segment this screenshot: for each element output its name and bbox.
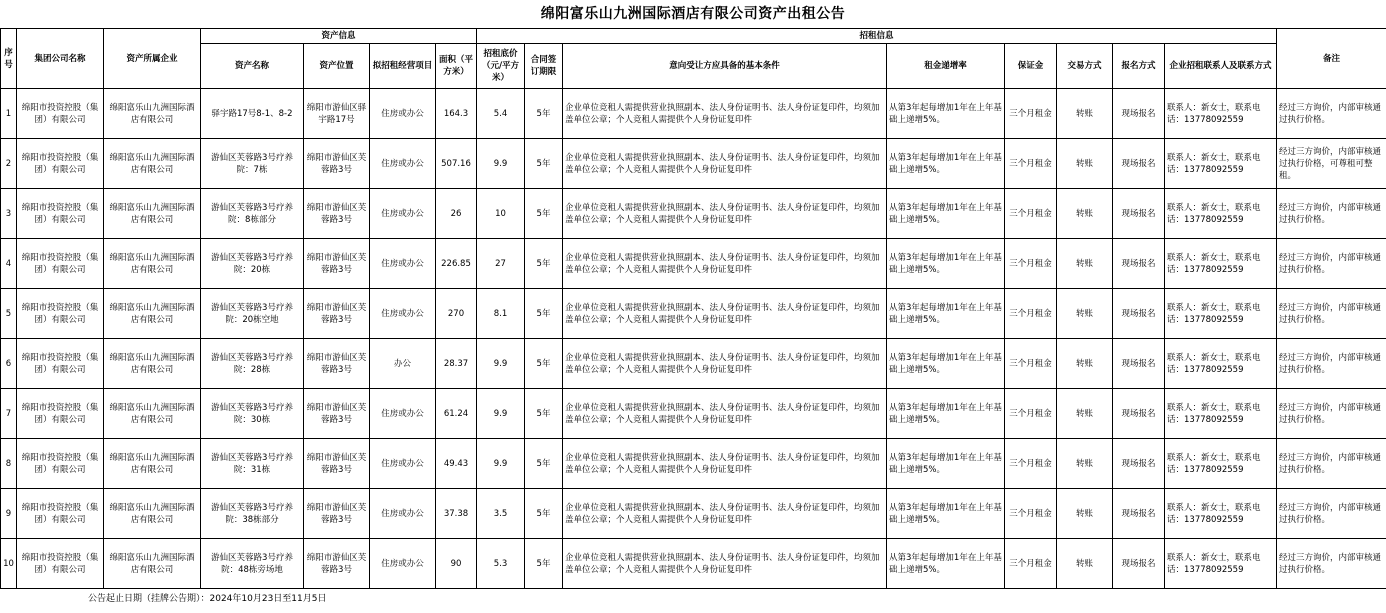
cell-group: 绵阳市投资控股（集团）有限公司 xyxy=(17,389,104,439)
cell-asset-name: 游仙区芙蓉路3号疗养院：31栋 xyxy=(201,439,304,489)
header-price: 招租底价（元/平方米） xyxy=(477,44,525,89)
cell-conditions: 企业单位竞租人需提供营业执照副本、法人身份证明书、法人身份证复印件，均须加盖单位公章；个人竞租人需提供个人身份证复印件 xyxy=(563,139,887,189)
cell-trade: 转账 xyxy=(1057,189,1113,239)
header-asset-info: 资产信息 xyxy=(201,29,477,44)
cell-asset-name: 游仙区芙蓉路3号疗养院：20栋 xyxy=(201,239,304,289)
cell-area: 507.16 xyxy=(436,139,477,189)
cell-purpose: 住房或办公 xyxy=(370,389,436,439)
cell-seq: 8 xyxy=(1,439,17,489)
cell-group: 绵阳市投资控股（集团）有限公司 xyxy=(17,189,104,239)
cell-price: 9.9 xyxy=(477,389,525,439)
cell-remark: 经过三方询价，内部审核通过执行价格。 xyxy=(1277,239,1386,289)
cell-group: 绵阳市投资控股（集团）有限公司 xyxy=(17,289,104,339)
header-asset-name: 资产名称 xyxy=(201,44,304,89)
cell-signup: 现场报名 xyxy=(1113,489,1165,539)
header-enterprise: 资产所属企业 xyxy=(104,29,201,89)
cell-group: 绵阳市投资控股（集团）有限公司 xyxy=(17,139,104,189)
cell-term: 5年 xyxy=(525,539,563,589)
cell-purpose: 住房或办公 xyxy=(370,139,436,189)
cell-term: 5年 xyxy=(525,189,563,239)
cell-increase: 从第3年起每增加1年在上年基础上递增5%。 xyxy=(887,89,1005,139)
cell-area: 164.3 xyxy=(436,89,477,139)
cell-trade: 转账 xyxy=(1057,339,1113,389)
cell-increase: 从第3年起每增加1年在上年基础上递增5%。 xyxy=(887,539,1005,589)
cell-group: 绵阳市投资控股（集团）有限公司 xyxy=(17,239,104,289)
cell-asset-location: 绵阳市游仙区芙蓉路3号 xyxy=(304,289,370,339)
cell-increase: 从第3年起每增加1年在上年基础上递增5%。 xyxy=(887,439,1005,489)
cell-price: 5.3 xyxy=(477,539,525,589)
table-row xyxy=(1,89,1386,139)
cell-term: 5年 xyxy=(525,489,563,539)
header-group: 集团公司名称 xyxy=(17,29,104,89)
cell-asset-location: 绵阳市游仙区芙蓉路3号 xyxy=(304,339,370,389)
cell-asset-name: 游仙区芙蓉路3号疗养院：28栋 xyxy=(201,339,304,389)
cell-asset-name: 游仙区芙蓉路3号疗养院：48栋旁场地 xyxy=(201,539,304,589)
cell-enterprise: 绵阳富乐山九洲国际酒店有限公司 xyxy=(104,539,201,589)
cell-conditions: 企业单位竞租人需提供营业执照副本、法人身份证明书、法人身份证复印件，均须加盖单位公章；个人竞租人需提供个人身份证复印件 xyxy=(563,289,887,339)
cell-asset-name: 游仙区芙蓉路3号疗养院：38栋部分 xyxy=(201,489,304,539)
cell-deposit: 三个月租金 xyxy=(1005,189,1057,239)
cell-increase: 从第3年起每增加1年在上年基础上递增5%。 xyxy=(887,239,1005,289)
cell-seq: 10 xyxy=(1,539,17,589)
cell-trade: 转账 xyxy=(1057,139,1113,189)
cell-seq: 7 xyxy=(1,389,17,439)
cell-term: 5年 xyxy=(525,439,563,489)
cell-contact: 联系人：新女士，联系电话：13778092559 xyxy=(1165,239,1277,289)
cell-contact: 联系人：新女士，联系电话：13778092559 xyxy=(1165,539,1277,589)
cell-seq: 6 xyxy=(1,339,17,389)
cell-signup: 现场报名 xyxy=(1113,89,1165,139)
cell-increase: 从第3年起每增加1年在上年基础上递增5%。 xyxy=(887,389,1005,439)
cell-purpose: 住房或办公 xyxy=(370,89,436,139)
cell-conditions: 企业单位竞租人需提供营业执照副本、法人身份证明书、法人身份证复印件，均须加盖单位公章；个人竞租人需提供个人身份证复印件 xyxy=(563,439,887,489)
cell-contact: 联系人：新女士，联系电话：13778092559 xyxy=(1165,439,1277,489)
cell-purpose: 住房或办公 xyxy=(370,439,436,489)
cell-asset-location: 绵阳市游仙区芙蓉路3号 xyxy=(304,389,370,439)
cell-group: 绵阳市投资控股（集团）有限公司 xyxy=(17,539,104,589)
cell-asset-name: 游仙区芙蓉路3号疗养院：7栋 xyxy=(201,139,304,189)
cell-signup: 现场报名 xyxy=(1113,389,1165,439)
cell-remark: 经过三方询价，内部审核通过执行价格。 xyxy=(1277,339,1386,389)
table-row xyxy=(1,389,1386,439)
cell-enterprise: 绵阳富乐山九洲国际酒店有限公司 xyxy=(104,439,201,489)
cell-area: 37.38 xyxy=(436,489,477,539)
cell-trade: 转账 xyxy=(1057,439,1113,489)
cell-contact: 联系人：新女士，联系电话：13778092559 xyxy=(1165,489,1277,539)
cell-contact: 联系人：新女士，联系电话：13778092559 xyxy=(1165,139,1277,189)
cell-signup: 现场报名 xyxy=(1113,539,1165,589)
cell-signup: 现场报名 xyxy=(1113,339,1165,389)
cell-purpose: 办公 xyxy=(370,339,436,389)
cell-area: 270 xyxy=(436,289,477,339)
cell-conditions: 企业单位竞租人需提供营业执照副本、法人身份证明书、法人身份证复印件，均须加盖单位公章；个人竞租人需提供个人身份证复印件 xyxy=(563,89,887,139)
cell-asset-location: 绵阳市游仙区芙蓉路3号 xyxy=(304,139,370,189)
header-deposit: 保证金 xyxy=(1005,44,1057,89)
cell-term: 5年 xyxy=(525,239,563,289)
cell-signup: 现场报名 xyxy=(1113,139,1165,189)
cell-remark: 经过三方询价，内部审核通过执行价格，可尊租可整租。 xyxy=(1277,139,1386,189)
cell-signup: 现场报名 xyxy=(1113,289,1165,339)
cell-asset-location: 绵阳市游仙区驿宇路17号 xyxy=(304,89,370,139)
cell-seq: 9 xyxy=(1,489,17,539)
cell-purpose: 住房或办公 xyxy=(370,539,436,589)
notice-period: 公告起止日期（挂牌公告期）：2024年10月23日至11月5日 xyxy=(88,594,327,604)
cell-increase: 从第3年起每增加1年在上年基础上递增5%。 xyxy=(887,289,1005,339)
cell-seq: 1 xyxy=(1,89,17,139)
cell-seq: 5 xyxy=(1,289,17,339)
header-signup: 报名方式 xyxy=(1113,44,1165,89)
table-row xyxy=(1,439,1386,489)
table-row xyxy=(1,289,1386,339)
lease-table xyxy=(0,28,1386,589)
cell-conditions: 企业单位竞租人需提供营业执照副本、法人身份证明书、法人身份证复印件，均须加盖单位公章；个人竞租人需提供个人身份证复印件 xyxy=(563,339,887,389)
cell-signup: 现场报名 xyxy=(1113,239,1165,289)
cell-term: 5年 xyxy=(525,89,563,139)
cell-purpose: 住房或办公 xyxy=(370,289,436,339)
cell-enterprise: 绵阳富乐山九洲国际酒店有限公司 xyxy=(104,89,201,139)
cell-price: 9.9 xyxy=(477,139,525,189)
cell-price: 10 xyxy=(477,189,525,239)
header-term: 合同签订期限 xyxy=(525,44,563,89)
cell-remark: 经过三方询价，内部审核通过执行价格。 xyxy=(1277,289,1386,339)
cell-group: 绵阳市投资控股（集团）有限公司 xyxy=(17,489,104,539)
cell-price: 9.9 xyxy=(477,439,525,489)
cell-trade: 转账 xyxy=(1057,289,1113,339)
cell-contact: 联系人：新女士，联系电话：13778092559 xyxy=(1165,339,1277,389)
cell-remark: 经过三方询价，内部审核通过执行价格。 xyxy=(1277,489,1386,539)
cell-deposit: 三个月租金 xyxy=(1005,439,1057,489)
cell-group: 绵阳市投资控股（集团）有限公司 xyxy=(17,89,104,139)
table-row xyxy=(1,339,1386,389)
cell-deposit: 三个月租金 xyxy=(1005,389,1057,439)
cell-group: 绵阳市投资控股（集团）有限公司 xyxy=(17,439,104,489)
header-asset-location: 资产位置 xyxy=(304,44,370,89)
cell-seq: 4 xyxy=(1,239,17,289)
cell-purpose: 住房或办公 xyxy=(370,189,436,239)
cell-conditions: 企业单位竞租人需提供营业执照副本、法人身份证明书、法人身份证复印件，均须加盖单位公章；个人竞租人需提供个人身份证复印件 xyxy=(563,239,887,289)
table-row xyxy=(1,239,1386,289)
header-remark: 备注 xyxy=(1277,29,1386,89)
cell-deposit: 三个月租金 xyxy=(1005,539,1057,589)
cell-area: 90 xyxy=(436,539,477,589)
cell-conditions: 企业单位竞租人需提供营业执照副本、法人身份证明书、法人身份证复印件，均须加盖单位公章；个人竞租人需提供个人身份证复印件 xyxy=(563,389,887,439)
cell-trade: 转账 xyxy=(1057,389,1113,439)
header-lease-info: 招租信息 xyxy=(477,29,1277,44)
cell-enterprise: 绵阳富乐山九洲国际酒店有限公司 xyxy=(104,339,201,389)
cell-term: 5年 xyxy=(525,389,563,439)
table-row xyxy=(1,139,1386,189)
cell-enterprise: 绵阳富乐山九洲国际酒店有限公司 xyxy=(104,139,201,189)
cell-price: 5.4 xyxy=(477,89,525,139)
cell-asset-location: 绵阳市游仙区芙蓉路3号 xyxy=(304,539,370,589)
cell-deposit: 三个月租金 xyxy=(1005,139,1057,189)
cell-asset-name: 游仙区芙蓉路3号疗养院：8栋部分 xyxy=(201,189,304,239)
cell-term: 5年 xyxy=(525,289,563,339)
header-area: 面积（平方米） xyxy=(436,44,477,89)
cell-increase: 从第3年起每增加1年在上年基础上递增5%。 xyxy=(887,339,1005,389)
cell-remark: 经过三方询价，内部审核通过执行价格。 xyxy=(1277,389,1386,439)
cell-remark: 经过三方询价，内部审核通过执行价格。 xyxy=(1277,89,1386,139)
cell-asset-name: 游仙区芙蓉路3号疗养院：30栋 xyxy=(201,389,304,439)
cell-seq: 3 xyxy=(1,189,17,239)
table-row xyxy=(1,189,1386,239)
cell-deposit: 三个月租金 xyxy=(1005,289,1057,339)
cell-contact: 联系人：新女士，联系电话：13778092559 xyxy=(1165,389,1277,439)
header-conditions: 意向受让方应具备的基本条件 xyxy=(563,44,887,89)
cell-price: 8.1 xyxy=(477,289,525,339)
cell-contact: 联系人：新女士，联系电话：13778092559 xyxy=(1165,289,1277,339)
cell-asset-location: 绵阳市游仙区芙蓉路3号 xyxy=(304,489,370,539)
cell-area: 226.85 xyxy=(436,239,477,289)
cell-signup: 现场报名 xyxy=(1113,189,1165,239)
cell-term: 5年 xyxy=(525,339,563,389)
cell-remark: 经过三方询价，内部审核通过执行价格。 xyxy=(1277,539,1386,589)
cell-asset-name: 驿宇路17号8-1、8-2 xyxy=(201,89,304,139)
cell-increase: 从第3年起每增加1年在上年基础上递增5%。 xyxy=(887,139,1005,189)
cell-asset-location: 绵阳市游仙区芙蓉路3号 xyxy=(304,239,370,289)
cell-remark: 经过三方询价，内部审核通过执行价格。 xyxy=(1277,189,1386,239)
cell-trade: 转账 xyxy=(1057,239,1113,289)
cell-price: 9.9 xyxy=(477,339,525,389)
cell-asset-name: 游仙区芙蓉路3号疗养院：20栋空地 xyxy=(201,289,304,339)
cell-deposit: 三个月租金 xyxy=(1005,239,1057,289)
cell-price: 27 xyxy=(477,239,525,289)
cell-contact: 联系人：新女士，联系电话：13778092559 xyxy=(1165,189,1277,239)
cell-area: 61.24 xyxy=(436,389,477,439)
cell-deposit: 三个月租金 xyxy=(1005,89,1057,139)
cell-enterprise: 绵阳富乐山九洲国际酒店有限公司 xyxy=(104,189,201,239)
cell-enterprise: 绵阳富乐山九洲国际酒店有限公司 xyxy=(104,239,201,289)
table-row xyxy=(1,489,1386,539)
cell-purpose: 住房或办公 xyxy=(370,489,436,539)
cell-increase: 从第3年起每增加1年在上年基础上递增5%。 xyxy=(887,489,1005,539)
page-title: 绵阳富乐山九洲国际酒店有限公司资产出租公告 xyxy=(540,6,846,22)
cell-deposit: 三个月租金 xyxy=(1005,339,1057,389)
cell-enterprise: 绵阳富乐山九洲国际酒店有限公司 xyxy=(104,289,201,339)
cell-deposit: 三个月租金 xyxy=(1005,489,1057,539)
cell-area: 28.37 xyxy=(436,339,477,389)
cell-term: 5年 xyxy=(525,139,563,189)
cell-group: 绵阳市投资控股（集团）有限公司 xyxy=(17,339,104,389)
cell-contact: 联系人：新女士，联系电话：13778092559 xyxy=(1165,89,1277,139)
cell-trade: 转账 xyxy=(1057,489,1113,539)
header-purpose: 拟招租经营项目 xyxy=(370,44,436,89)
cell-price: 3.5 xyxy=(477,489,525,539)
cell-asset-location: 绵阳市游仙区芙蓉路3号 xyxy=(304,439,370,489)
cell-increase: 从第3年起每增加1年在上年基础上递增5%。 xyxy=(887,189,1005,239)
table-row xyxy=(1,539,1386,589)
cell-purpose: 住房或办公 xyxy=(370,239,436,289)
cell-trade: 转账 xyxy=(1057,539,1113,589)
cell-seq: 2 xyxy=(1,139,17,189)
header-trade: 交易方式 xyxy=(1057,44,1113,89)
cell-enterprise: 绵阳富乐山九洲国际酒店有限公司 xyxy=(104,389,201,439)
header-increase: 租金递增率 xyxy=(887,44,1005,89)
cell-remark: 经过三方询价，内部审核通过执行价格。 xyxy=(1277,439,1386,489)
cell-signup: 现场报名 xyxy=(1113,439,1165,489)
header-seq: 序号 xyxy=(1,29,17,89)
cell-asset-location: 绵阳市游仙区芙蓉路3号 xyxy=(304,189,370,239)
cell-trade: 转账 xyxy=(1057,89,1113,139)
cell-conditions: 企业单位竞租人需提供营业执照副本、法人身份证明书、法人身份证复印件，均须加盖单位公章；个人竞租人需提供个人身份证复印件 xyxy=(563,489,887,539)
header-contact: 企业招租联系人及联系方式 xyxy=(1165,44,1277,89)
cell-enterprise: 绵阳富乐山九洲国际酒店有限公司 xyxy=(104,489,201,539)
cell-area: 26 xyxy=(436,189,477,239)
cell-area: 49.43 xyxy=(436,439,477,489)
cell-conditions: 企业单位竞租人需提供营业执照副本、法人身份证明书、法人身份证复印件，均须加盖单位公章；个人竞租人需提供个人身份证复印件 xyxy=(563,539,887,589)
cell-conditions: 企业单位竞租人需提供营业执照副本、法人身份证明书、法人身份证复印件，均须加盖单位公章；个人竞租人需提供个人身份证复印件 xyxy=(563,189,887,239)
